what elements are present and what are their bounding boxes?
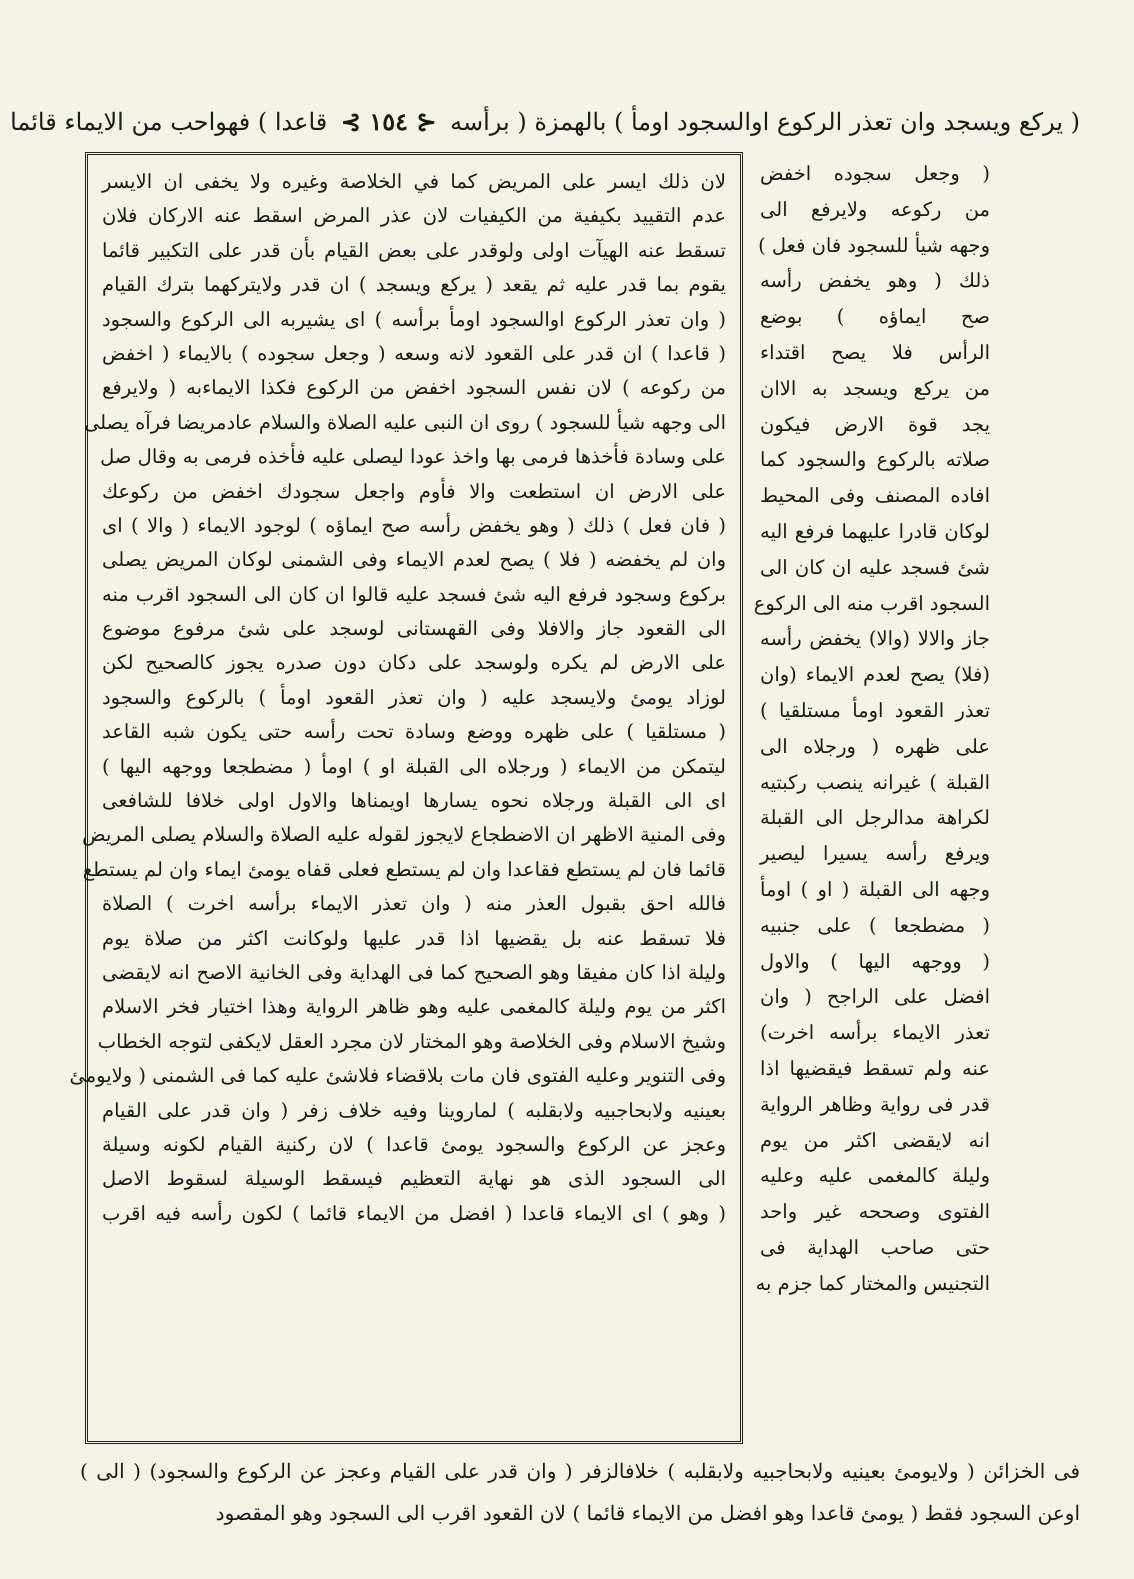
page-footer [80,1450,1080,1540]
margin-line: وجهه الى القبلة ( او ) اومأ [760,877,990,901]
margin-line: افاده المصنف وفى المحيط [760,484,990,508]
margin-line: القبلة ) غيرانه ينصب ركبتيه [760,770,990,794]
text-line: لان ذلك ايسر على المريض كما في الخلاصة وغيره ولا يخفى ان الايسر [102,170,726,193]
margin-line: ( وجعل سجوده اخفض [760,162,990,185]
text-line: وان لم يخفضه ( فلا ) يصح لعدم الايماء وفى الشمنى لوكان المريض يصلى [102,548,726,572]
text-line: الى القعود جاز والافلا وفى القهستانى لوسجد على شئ مرفوع موضوع [102,617,726,641]
text-line: فلا تسقط عنه بل يقضيها اذا قدر عليها ولوكانت اكثر من صلاة يوم [102,926,726,950]
text-line: ( قاعدا ) ان قدر على القعود لانه وسعه ( وجعل سجوده ) بالايماء ( اخفض [102,341,726,365]
page-header [10,100,1080,144]
text-line: من ركوعه ) لان نفس السجود اخفض من الركوع فكذا الايماءبه ( ولايرفع [102,376,726,400]
margin-line: شئ فسجد عليه ان كان الى [760,555,990,579]
text-line: ( وان تعذر الركوع اوالسجود اومأ برأسه ) اى يشيربه الى الركوع والسجود [102,307,726,331]
footer-text [80,1450,1080,1534]
margin-line: السجود اقرب منه الى الركوع [753,591,990,615]
text-line: اى الى القبلة ورجلاه نحوه يسارها اويمناها والاول اولى خلافا للشافعى [102,789,726,813]
margin-line: افضل على الراجح ( وان [760,985,990,1009]
margin-line: ( ووجهه اليها ) والاول [760,949,990,973]
margin-text [753,156,990,1302]
margin-line: جاز والالا (والا) يخفض رأسه [760,627,990,651]
margin-commentary [753,152,990,1448]
text-line: على وسادة فأخذها فرمى بها واخذ عودا ليصلى عليه فأخذه فرمى به وقال صل [100,445,726,469]
text-line: ( وهو ) اى الايماء قاعدا ( افضل من الايماء قائما ) لكون رأسه فيه اقرب [102,1201,726,1225]
text-line: وفى التنوير وعليه الفتوى فان مات بلاقضاء فلاشئ عليه كما فى الشمنى ( ولايومئ [69,1064,726,1088]
footer-line: اوعن السجود فقط ( يومئ قاعدا وهو افضل من الايماء قائما ) لان القعود اقرب الى السجود وهو المقصود [215,1501,1080,1525]
margin-line: انه لايقضى اكثر من يوم [760,1128,990,1152]
text-line: ليتمكن من الايماء ( ورجلاه الى القبلة او ) اومأ ( مضطجعا ووجهه اليها ) [102,754,726,778]
margin-line: حتى صاحب الهداية فى [760,1235,990,1259]
text-line: ( فان فعل ) ذلك ( وهو يخفض رأسه صح ايماؤه ) لوجود الايماء ( والا ) اى [102,513,726,537]
margin-line: ذلك ( وهو يخفض رأسه [760,269,990,293]
text-line: ( مستلقيا ) على ظهره ووضع وسادة تحت رأسه حتى يكون شبه القاعد [102,720,726,744]
margin-line: يجد قوة الارض فيكون [760,412,990,436]
margin-line: قدر فى رواية وظاهر الرواية [760,1092,990,1116]
text-line: عدم التقييد بكيفية من الكيفيات لان عذر المرض اسقط عنه الاركان فلان [102,204,726,228]
header-text: ( يركع ويسجد وان تعذر الركوع اوالسجود اومأ ) بالهمزة ( برأسه [450,108,1080,136]
margin-line: وليلة كالمغمى عليه وعليه [760,1164,990,1188]
main-text [69,165,726,1231]
text-line: الى وجهه شيأ للسجود ) روى ان النبى عليه الصلاة والسلام عادمريضا فرآه يصلى [83,410,726,434]
text-line: قائما فان لم يستطع فقاعدا وان لم يستطع فعلى قفاه يومئ ايماء وان لم يستطع [82,857,726,881]
margin-line: تعذر القعود اومأ مستلقيا ) [760,698,990,722]
margin-line: الفتوى وصححه غير واحد [760,1200,990,1224]
text-line: يقوم بما قدر عليه ثم يقعد ( يركع ويسجد ) ان قدر ولايتركهما بترك القيام [102,273,726,297]
text-line: بعينيه ولابحاجبيه ولابقلبه ) لماروينا وفيه خلاف زفر ( وان قدر على القيام [102,1098,726,1122]
text-line: وليلة اذا كان مفيقا وهو الصحيح كما فى الهداية وفى الخانية الاصح انه لايقضى [102,960,726,984]
main-commentary-box [69,152,743,1444]
margin-line: الرأس فلا يصح اقتداء [760,340,990,364]
text-line: الى السجود الذى هو نهاية التعظيم فيسقط الوسيلة لسقوط الاصل [102,1167,726,1191]
margin-line: صلاته بالركوع والسجود كما [760,448,990,472]
margin-line: صح ايماؤه ) بوضع [760,305,990,329]
text-line: وعجز عن الركوع والسجود يومئ قاعدا ) لان ركنية القيام لكونه وسيلة [102,1132,726,1156]
margin-line: عنه ولم تسقط فيقضيها اذا [760,1056,990,1080]
page-number: ⊰ ١٥٤ ⊱ [340,107,437,136]
header-text-end: قاعدا ) فهواحب من الايماء قائما [10,108,328,136]
margin-line: تعذر الايماء برأسه اخرت) [760,1021,990,1045]
text-line: فالله احق بقبول العذر منه ( وان تعذر الايماء برأسه اخرت ) الصلاة [102,892,726,916]
text-line: بركوع وسجود فرفع اليه شئ فسجد عليه قالوا ان كان الى السجود اقرب منه [102,582,726,606]
text-line: تسقط عنه الهيآت اولى ولوقدر على بعض القيام بأن قدر على التكبير قائما [102,238,726,262]
margin-line: على ظهره ( ورجلاه الى [760,734,990,758]
text-line: على الارض ان استطعت والا فأوم واجعل سجودك اخفض من ركوعك [102,479,726,503]
text-line: وفى المنية الاظهر ان الاضطجاع لايجوز لقوله عليه الصلاة والسلام يصلى المريض [82,823,726,847]
margin-line: ( مضطجعا ) على جنبيه [760,913,990,937]
margin-line: (فلا) يصح لعدم الايماء (وان [760,663,990,687]
margin-line: لكراهة مدالرجل الى القبلة [760,806,990,830]
text-line: على الارض لم يكره ولوسجد على دكان دون صدره يجوز كالصحيح لكن [102,651,726,675]
text-line: اكثر من يوم وليلة كالمغمى عليه وهو ظاهر الرواية وهذا اختيار فخر الاسلام [102,995,726,1019]
margin-line: من ركوعه ولايرفع الى [760,197,990,221]
margin-line: ويرفع رأسه يسيرا ليصير [760,842,990,866]
margin-line: وجهه شيأ للسجود فان فعل ) [758,233,990,257]
footer-line: فى الخزائن ( ولايومئ بعينيه ولابحاجبيه ولابقلبه ) خلافالزفر ( وان قدر على القيام وعجز عن الركوع والسجود) ( الى ) [80,1459,1080,1483]
text-line: وشيخ الاسلام وفى الخلاصة وهو المختار لان مجرد العقل لايكفى لتوجه الخطاب [97,1029,726,1053]
margin-line: لوكان قادرا عليهما فرفع اليه [760,519,990,543]
margin-line: من يركع ويسجد به الاان [760,376,990,400]
margin-line: التجنيس والمختار كما جزم به [755,1271,990,1295]
text-line: لوزاد يومئ ولايسجد عليه ( وان تعذر القعود اومأ ) بالركوع والسجود [102,685,726,709]
